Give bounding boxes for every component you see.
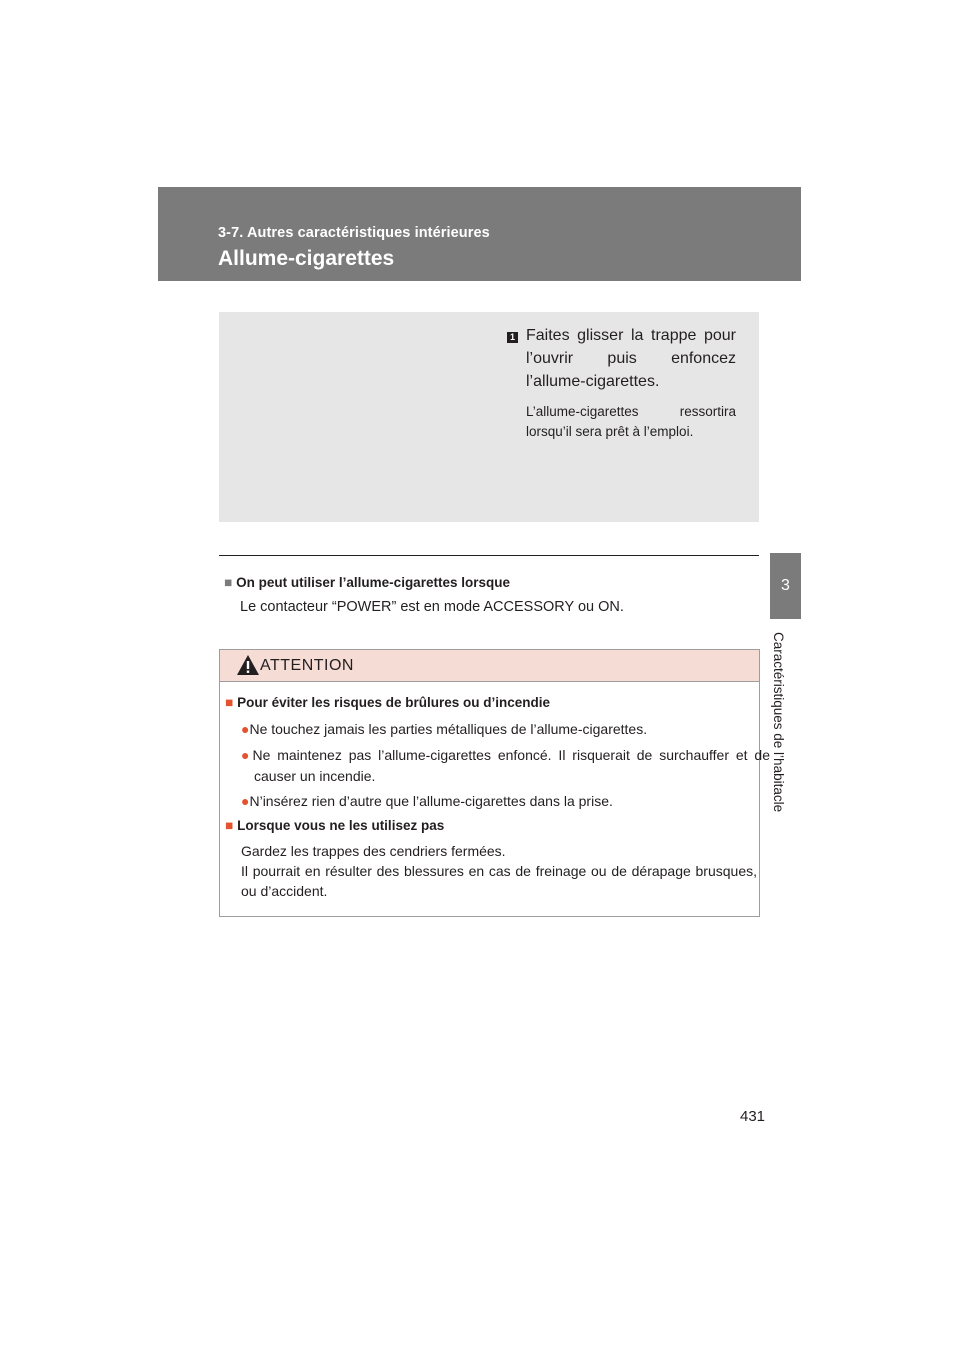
warning-item	[241, 791, 770, 812]
warning-text: Gardez les trappes des cendriers fermées.	[241, 843, 506, 859]
warning-section-heading-text: Lorsque vous ne les utilisez pas	[237, 818, 445, 833]
square-bullet-icon: ■	[225, 818, 234, 833]
warning-box	[219, 649, 770, 917]
divider	[219, 555, 759, 556]
warning-section-heading	[225, 695, 550, 710]
warning-section-heading-text: Pour éviter les risques de brûlures ou d’incendie	[237, 695, 550, 710]
chapter-label: Caractéristiques de l’habitacle	[771, 632, 786, 813]
bullet-dot-icon: ●	[241, 793, 250, 809]
warning-item-text: Ne maintenez pas l’allume-cigarettes enfoncé. Il risquerait de surchauffer et de causer un incendie.	[252, 747, 770, 784]
bullet-dot-icon: ●	[241, 747, 253, 763]
page-title: Allume-cigarettes	[218, 247, 395, 270]
square-bullet-icon: ■	[224, 575, 233, 590]
step-number-badge: 1	[507, 332, 518, 343]
step-instruction: Faites glisser la trappe pour l’ouvrir puis enfoncez l’allume-cigarettes.	[526, 327, 736, 390]
square-bullet-icon: ■	[225, 695, 234, 710]
section-label: 3-7. Autres caractéristiques intérieures	[218, 225, 490, 241]
page-number: 431	[740, 1108, 766, 1125]
warning-triangle-icon	[236, 654, 260, 676]
illustration-panel	[219, 312, 759, 522]
warning-title: ATTENTION	[260, 657, 354, 674]
warning-text: Il pourrait en résulter des blessures en cas de freinage ou de dérapage brusques, ou d’accident.	[241, 863, 757, 899]
section-header	[158, 187, 801, 281]
warning-header	[220, 650, 759, 682]
note-body: Le contacteur “POWER” est en mode ACCESSORY ou ON.	[240, 599, 624, 615]
warning-item-text: N’insérez rien d’autre que l’allume-cigarettes dans la prise.	[249, 793, 613, 809]
note-heading-text: On peut utiliser l’allume-cigarettes lorsque	[236, 575, 510, 590]
step-note: L’allume-cigarettes ressortira lorsqu’il sera prêt à l’emploi.	[526, 404, 736, 439]
warning-item	[241, 745, 770, 787]
warning-item	[241, 719, 770, 740]
warning-item-text: Ne touchez jamais les parties métalliques de l’allume-cigarettes.	[249, 721, 648, 737]
chapter-tab: 3	[770, 553, 801, 619]
note-heading	[224, 575, 510, 590]
warning-section-heading	[225, 818, 444, 833]
bullet-dot-icon: ●	[241, 721, 250, 737]
